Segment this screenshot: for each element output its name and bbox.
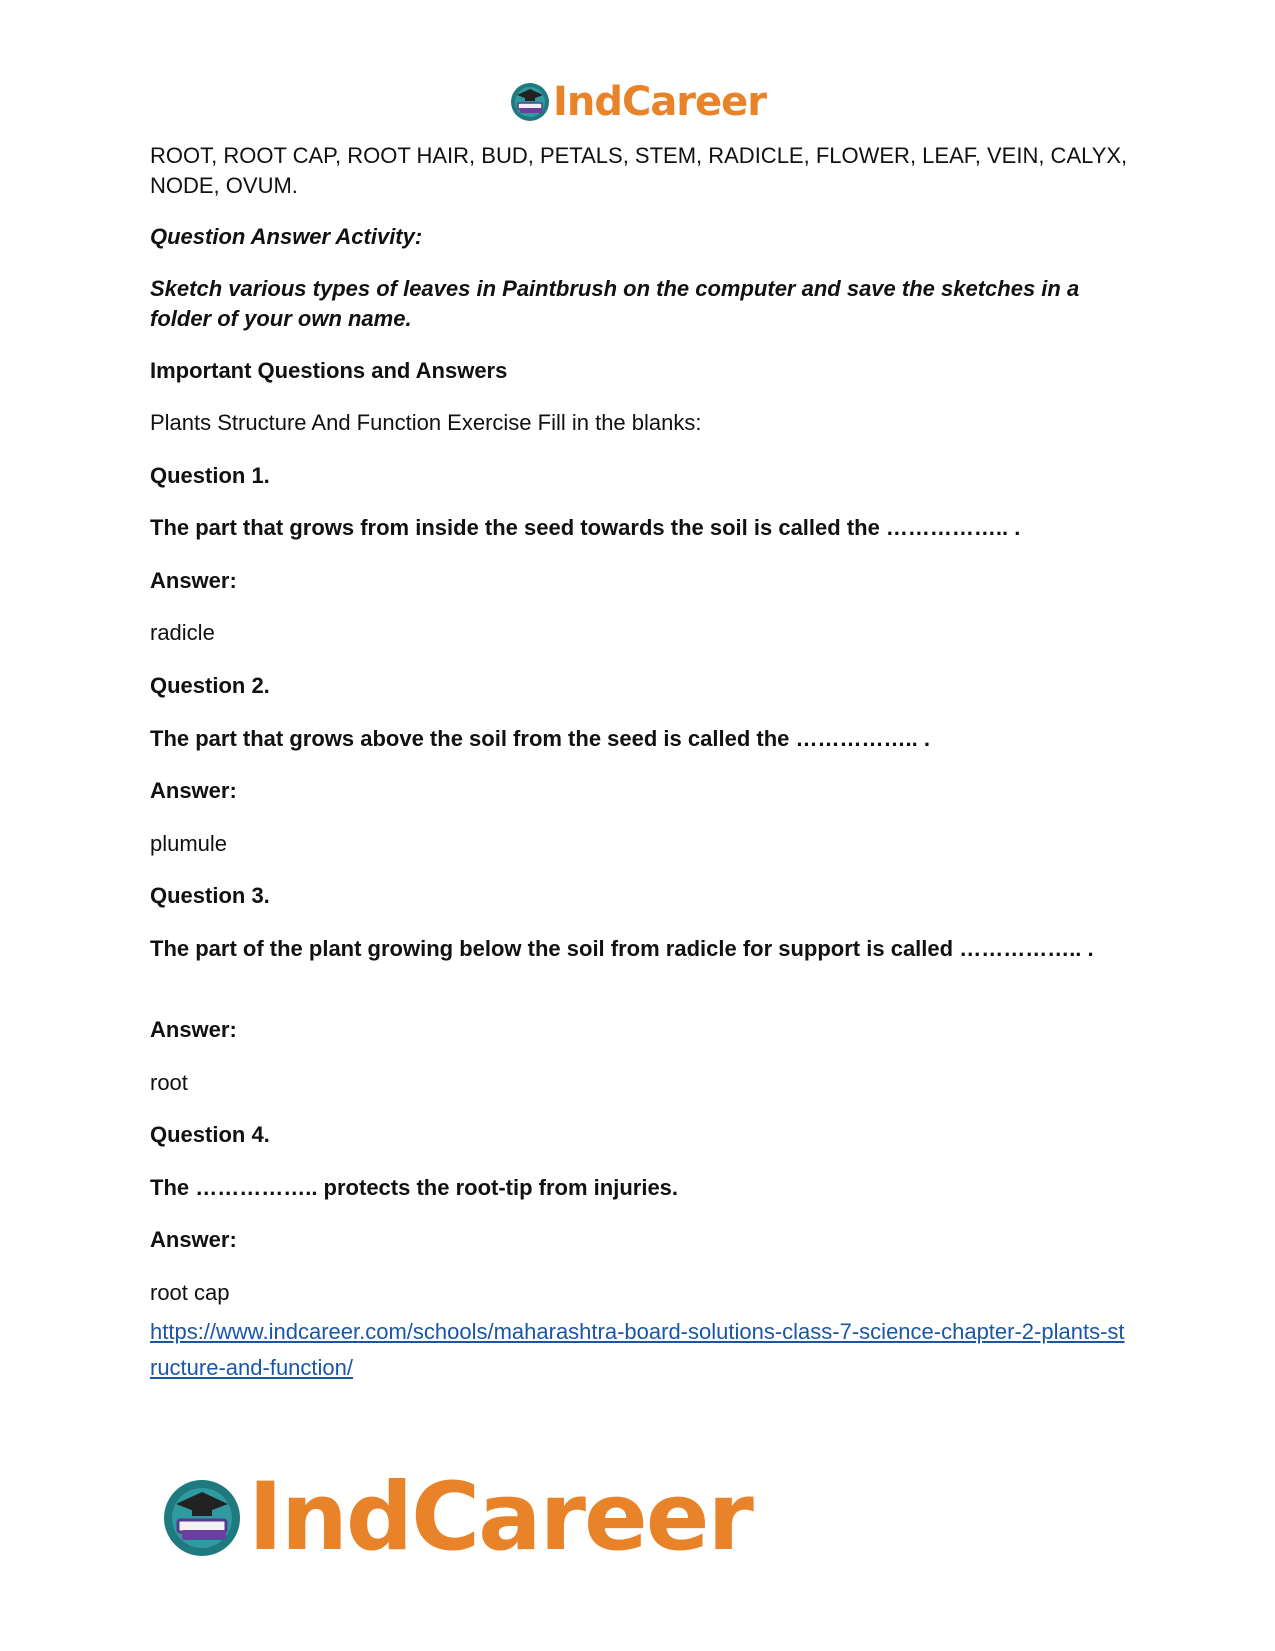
- question-text: The part that grows above the soil from the seed is called the …………….. .: [150, 726, 930, 751]
- logo-wordmark: IndCareer: [552, 79, 767, 125]
- question-text: The part that grows from inside the seed towards the soil is called the …………….. .: [150, 515, 1021, 540]
- question-text: The …………….. protects the root-tip from injuries.: [150, 1175, 679, 1200]
- question-label: Question 4.: [150, 1122, 270, 1147]
- graduation-book-icon: [160, 1476, 244, 1560]
- answer-label: Answer:: [150, 1017, 237, 1042]
- question-label: Question 1.: [150, 463, 270, 488]
- question-label: Question 2.: [150, 673, 270, 698]
- section-subtitle: Plants Structure And Function Exercise Fill in the blanks:: [150, 410, 702, 435]
- logo-wordmark: IndCareer: [248, 1463, 752, 1572]
- question-label: Question 3.: [150, 883, 270, 908]
- header-logo: [0, 80, 1275, 124]
- section-heading: Important Questions and Answers: [150, 358, 508, 383]
- graduation-book-icon: [509, 81, 551, 123]
- answer-label: Answer:: [150, 1227, 237, 1252]
- question-text: The part of the plant growing below the soil from radicle for support is called …………….. .: [150, 936, 1094, 961]
- source-link[interactable]: https://www.indcareer.com/schools/maharashtra-board-solutions-class-7-science-chapter-2-plants-structure-and-function/: [150, 1319, 1125, 1380]
- footer-logo: [160, 1463, 752, 1572]
- answer-label: Answer:: [150, 778, 237, 803]
- activity-heading: Question Answer Activity:: [150, 224, 423, 249]
- answer-label: Answer:: [150, 568, 237, 593]
- activity-text: Sketch various types of leaves in Paintbrush on the computer and save the sketches in a folder of your own name.: [150, 276, 1080, 331]
- answer-text: root cap: [150, 1280, 230, 1305]
- word-list: ROOT, ROOT CAP, ROOT HAIR, BUD, PETALS, STEM, RADICLE, FLOWER, LEAF, VEIN, CALYX, NODE, OVUM.: [150, 143, 1128, 198]
- answer-text: plumule: [150, 831, 228, 856]
- answer-text: root: [150, 1070, 188, 1095]
- answer-text: radicle: [150, 620, 215, 645]
